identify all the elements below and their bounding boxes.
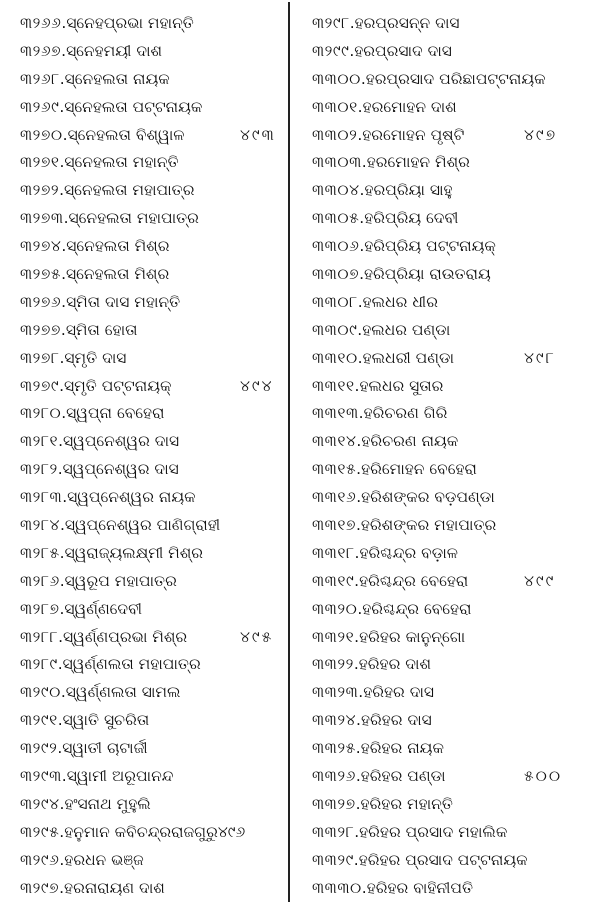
index-entry [0, 38, 290, 66]
entry-number: ୩୨୯୧ [20, 711, 58, 730]
entry-name: ହରପ୍ରସାଦ ପରିଛାପଟ୍ଟନାୟକ [365, 69, 546, 88]
index-entry [0, 819, 290, 847]
entry-separator: . [357, 292, 363, 311]
index-entry [292, 651, 598, 679]
entry-number: ୩୨୯୮ [312, 14, 350, 32]
entry-name: ସ୍ୱାମୀ ଅରୂପାନନ୍ଦ [66, 767, 174, 786]
entry-number: ୩୩୨୪ [312, 711, 357, 730]
entry-number: ୩୩୦୩ [312, 153, 362, 172]
index-entry [292, 261, 598, 289]
entry-separator: . [59, 516, 65, 535]
index-entry [292, 122, 598, 150]
entry-name: ସ୍ୱପ୍ନେଶ୍ୱର ଦାସ [62, 460, 179, 479]
entry-separator: . [61, 41, 67, 60]
entry-separator: . [59, 348, 65, 367]
index-entry [292, 735, 598, 763]
entry-name: ହରମୋହନ ମିଶ୍ର [366, 153, 470, 172]
index-entry [292, 707, 598, 735]
entry-number: ୩୩୨୬ [312, 767, 356, 786]
entry-name: ସ୍ୱପ୍ନେଶ୍ୱର ଦାସ [63, 432, 180, 451]
index-entry [0, 400, 290, 428]
entry-separator: . [356, 460, 362, 479]
entry-separator: . [357, 599, 363, 618]
entry-number: ୩୨୬୬ [20, 14, 62, 32]
index-column-left [0, 10, 290, 903]
index-entry [0, 345, 290, 373]
index-entry [0, 122, 290, 150]
entry-separator: . [61, 237, 67, 256]
entry-name: ସ୍ନେହଲତା ମିଶ୍ର [66, 237, 170, 256]
index-entry [0, 66, 290, 94]
index-entry [292, 38, 598, 66]
entry-number: ୩୨୯୨ [20, 739, 58, 758]
index-entry [292, 763, 598, 791]
entry-name: ହରିଶ୍ଚନ୍ଦ୍ର ବେହେରା [359, 571, 469, 590]
entry-separator: . [59, 850, 65, 869]
entry-number: ୩୨୭୨ [20, 181, 60, 200]
entry-number: ୩୨୮୬ [20, 571, 60, 590]
index-entry [0, 484, 290, 512]
entry-number: ୩୩୦୨ [312, 125, 358, 144]
index-entry [0, 875, 290, 903]
entry-name: ହରିଶଙ୍କର ମହାପାତ୍ର [360, 516, 497, 535]
index-entry [292, 819, 598, 847]
index-entry [0, 261, 290, 289]
entry-name: ହଲଧର ପଣ୍ଡା [362, 320, 451, 339]
index-entry [0, 456, 290, 484]
entry-number: ୩୨୮୯ [20, 655, 58, 674]
entry-number: ୩୨୮୪ [20, 516, 60, 535]
entry-name: ହରିଚରଣ ଗିରି [363, 404, 448, 423]
entry-number: ୩୩୦୮ [312, 292, 358, 311]
index-entry [292, 791, 598, 819]
entry-number: ୩୩୧୦ [312, 348, 358, 367]
entry-name: ହରିପ୍ରିୟା ରାଉତରାୟ [364, 265, 491, 284]
entry-separator: . [59, 69, 65, 88]
index-entry [292, 289, 598, 317]
entry-name: ସ୍ୱାତି ସୁଚରିତା [62, 711, 150, 730]
entry-number: ୩୩୧୬ [312, 488, 357, 507]
index-entry [0, 707, 290, 735]
entry-number: ୩୨୯୭ [20, 878, 60, 897]
entry-name: ସ୍ୱପ୍ନେଶ୍ୱର ନାୟକ [67, 488, 196, 507]
entry-number: ୩୨୭୩ [20, 209, 64, 228]
entry-separator: . [355, 516, 361, 535]
index-entry [292, 66, 598, 94]
entry-separator: . [353, 850, 359, 869]
index-entry [0, 94, 290, 122]
entry-separator: . [361, 878, 367, 897]
entry-number: ୩୨୭୬ [20, 292, 62, 311]
column-divider [288, 2, 290, 902]
index-entry [292, 400, 598, 428]
index-entry [292, 345, 598, 373]
entry-separator: . [62, 488, 68, 507]
entry-name: ହରିଶ୍ଚନ୍ଦ୍ର ବେହେରା [362, 599, 472, 618]
index-entry [292, 679, 598, 707]
entry-number: ୩୨୬୯ [20, 97, 60, 116]
entry-number: ୩୨୭୯ [20, 376, 60, 395]
entry-name: ହଂସନାଥ ମୁହୁଲି [64, 794, 151, 813]
index-entry [292, 875, 598, 903]
entry-number: ୩୩୧୭ [312, 516, 356, 535]
page-number: ୪୯୮ [524, 348, 556, 367]
entry-separator: . [61, 404, 67, 423]
index-entry [292, 94, 598, 122]
entry-number: ୩୩୨୯ [312, 850, 354, 869]
index-entry [292, 317, 598, 345]
entry-name: ସ୍ମିତା ଦାସ ମହାନ୍ତି [66, 292, 181, 311]
entry-number: ୩୨୮୦ [20, 404, 62, 423]
entry-number: ୩୩୦୪ [312, 181, 360, 200]
entry-number: ୩୨୭୫ [20, 265, 62, 284]
index-entry [292, 10, 598, 38]
entry-number: ୩୩୦୯ [312, 320, 358, 339]
index-entry [292, 596, 598, 624]
entry-separator: . [59, 822, 65, 841]
entry-name: ସ୍ନେହଲତା ପଟ୍ଟନାୟକ [64, 97, 203, 116]
index-entry [0, 149, 290, 177]
entry-number: ୩୨୭୮ [20, 348, 60, 367]
index-entry [0, 791, 290, 819]
index-entry [0, 679, 290, 707]
index-entry [0, 651, 290, 679]
entry-separator: . [358, 404, 364, 423]
entry-name: ହରନାରାୟଣ ଦାଶ [64, 878, 165, 897]
entry-separator: . [59, 153, 65, 172]
entry-separator: . [57, 655, 63, 674]
entry-number: ୩୩୦୧ [312, 97, 358, 116]
index-entry [292, 149, 598, 177]
entry-name: ହରିଚରଣ ନାୟକ [361, 432, 459, 451]
entry-separator: . [58, 432, 64, 451]
entry-separator: . [61, 767, 67, 786]
page-number: ୪୯୩ [240, 125, 276, 144]
entry-separator: . [349, 14, 355, 32]
index-entry [292, 847, 598, 875]
index-entry [0, 10, 290, 38]
entry-number: ୩୩୦୭ [312, 265, 360, 284]
index-entry [0, 177, 290, 205]
entry-separator: . [356, 432, 362, 451]
entry-name: ସ୍ୱର୍ଣ୍ଣଲତା ମହାପାତ୍ର [62, 655, 201, 674]
entry-separator: . [361, 153, 367, 172]
entry-name: ହରପ୍ରସାଦ ଦାସ [354, 41, 452, 60]
index-entry [0, 233, 290, 261]
entry-name: ସ୍ନେହଲତା ନାୟକ [64, 69, 170, 88]
entry-separator: . [357, 125, 363, 144]
page-number: ୪୯୯ [524, 571, 556, 590]
index-entry [0, 317, 290, 345]
entry-separator: . [61, 14, 67, 32]
entry-separator: . [62, 125, 68, 144]
index-entry [0, 596, 290, 624]
entry-separator: . [357, 320, 363, 339]
entry-name: ହରିପ୍ରିୟ ଦେବୀ [364, 209, 459, 228]
entry-separator: . [356, 488, 362, 507]
index-entry [0, 373, 290, 401]
entry-separator: . [355, 794, 361, 813]
entry-separator: . [57, 739, 63, 758]
entry-name: ସ୍ୱାତୀ ଚାଟାର୍ଜୀ [62, 739, 148, 758]
entry-separator: . [354, 543, 360, 562]
entry-separator: . [57, 460, 63, 479]
entry-name: ହରପ୍ରିୟା ସାହୁ [364, 181, 453, 200]
entry-name: ସ୍ୱର୍ଣ୍ଣପ୍ରଭା ମିଶ୍ର [63, 627, 188, 646]
entry-number: ୩୨୭୦ [20, 125, 63, 144]
entry-number: ୩୩୦୦ [312, 69, 361, 88]
index-entry [0, 512, 290, 540]
entry-number: ୩୨୮୩ [20, 488, 63, 507]
entry-name: ସ୍ୱପ୍ନେଶ୍ୱର ପାଣିଗ୍ରାହୀ [64, 516, 221, 535]
entry-name: ହଲଧରୀ ପଣ୍ଡା [362, 348, 455, 367]
index-entry [292, 177, 598, 205]
entry-number: ୩୨୯୫ [20, 822, 60, 841]
entry-name: ସ୍ନେହଲତା ମହାନ୍ତି [64, 153, 179, 172]
entry-number: ୩୩୨୧ [312, 627, 355, 646]
entry-separator: . [354, 376, 360, 395]
entry-number: ୩୨୭୪ [20, 237, 62, 256]
entry-name: ସ୍ୱର୍ଣ୍ଣଲତା ସାମଲ [65, 683, 181, 702]
index-entry [0, 540, 290, 568]
entry-separator: . [60, 683, 66, 702]
entry-name: ହରିହର ପ୍ରସାଦ ମହାଲିକ [359, 822, 508, 841]
entry-name: ସ୍ୱର୍ଣ୍ଣଦେବୀ [64, 599, 143, 618]
entry-number: ୩୨୯୯ [312, 41, 350, 60]
page-number: ୪୯୪ [240, 376, 274, 395]
entry-name: ହରିହର ଦାଶ [358, 655, 431, 674]
entry-separator: . [359, 265, 365, 284]
entry-number: ୩୨୮୨ [20, 460, 58, 479]
entry-number: ୩୨୭୭ [20, 320, 61, 339]
entry-name: ହରିହର ଦାସ [363, 683, 435, 702]
entry-separator: . [359, 181, 365, 200]
entry-number: ୩୩୦୬ [312, 237, 360, 256]
entry-name: ହନୁମାନ କବିଚନ୍ଦ୍ରରାଜଗୁରୁ [64, 822, 218, 841]
entry-name: ହରମୋହନ ପୃଷ୍ଟି [362, 125, 465, 144]
entry-name: ହରିହର ଦାସ [360, 711, 432, 730]
entry-name: ହରିହର କାନୁନ୍‌ଗୋ [359, 627, 466, 646]
entry-number: ୩୩୨୫ [312, 739, 356, 758]
entry-number: ୩୩୧୪ [312, 432, 357, 451]
entry-separator: . [354, 822, 360, 841]
entry-separator: . [355, 767, 361, 786]
index-entry [0, 763, 290, 791]
entry-number: ୩୨୮୭ [20, 599, 60, 618]
index-entry [0, 205, 290, 233]
entry-number: ୩୨୯୩ [20, 767, 62, 786]
entry-separator: . [57, 711, 63, 730]
entry-name: ହରିହର ପ୍ରସାଦ ପଟ୍ଟନାୟକ [358, 850, 528, 869]
entry-separator: . [60, 320, 66, 339]
entry-number: ୩୨୮୮ [20, 627, 59, 646]
entry-number: ୩୨୯୦ [20, 683, 61, 702]
entry-separator: . [61, 265, 66, 284]
entry-separator: . [61, 292, 67, 311]
entry-name: ହଲଧର ସୁତାର [359, 376, 444, 395]
index-entry [292, 233, 598, 261]
entry-number: ୩୩୧୫ [312, 460, 357, 479]
entry-separator: . [63, 209, 69, 228]
page-number: ୪୯୬ [217, 822, 246, 841]
entry-name: ସ୍ମିତା ହୋତା [65, 320, 138, 339]
entry-separator: . [59, 97, 65, 116]
entry-name: ସ୍ନେହପ୍ରଭା ମହାନ୍ତି [66, 14, 194, 32]
entry-number: ୩୩୨୦ [312, 599, 358, 618]
entry-name: ହରିହର ବାହିନୀପତି [366, 878, 474, 897]
entry-number: ୩୩୨୮ [312, 822, 355, 841]
entry-name: ସ୍ନେହଲତା ମିଶ୍ର [66, 265, 170, 284]
index-entry [292, 373, 598, 401]
entry-name: ହଲଧର ଧୀର [362, 292, 438, 311]
entry-separator: . [359, 237, 365, 256]
entry-separator: . [59, 878, 65, 897]
index-entry [0, 289, 290, 317]
page-number: ୫୦୦ [524, 767, 563, 786]
entry-number: ୩୨୭୧ [20, 153, 60, 172]
entry-number: ୩୩୩୦ [312, 878, 362, 897]
entry-separator: . [58, 627, 64, 646]
entry-name: ସ୍ୱରୂପ ମହାପାତ୍ର [64, 571, 177, 590]
page-number: ୪୯୭ [524, 125, 558, 144]
index-entry [0, 847, 290, 875]
entry-name: ହରିମୋହନ ବେହେରା [361, 460, 477, 479]
entry-separator: . [59, 376, 65, 395]
entry-separator: . [354, 571, 360, 590]
entry-name: ହରପ୍ରସନ୍ନ ଦାସ [354, 14, 460, 32]
page-number: ୪୯୫ [240, 627, 274, 646]
entry-name: ସ୍ନେହଲତା ମହାପାତ୍ର [64, 181, 195, 200]
entry-name: ହରିଶଙ୍କର ବଡ଼ପଣ୍ଡା [361, 488, 495, 507]
entry-name: ସ୍ୱପ୍ନା ବେହେରା [66, 404, 165, 423]
index-entry [292, 428, 598, 456]
index-entry [292, 568, 598, 596]
entry-separator: . [59, 599, 65, 618]
index-entry [292, 456, 598, 484]
entry-name: ହରିହର ପଣ୍ଡା [360, 767, 446, 786]
entry-separator: . [59, 181, 65, 200]
entry-separator: . [357, 348, 363, 367]
entry-number: ୩୨୬୮ [20, 69, 60, 88]
index-entry [292, 512, 598, 540]
entry-number: ୩୩୧୧ [312, 376, 355, 395]
entry-separator: . [356, 711, 361, 730]
index-entry [292, 205, 598, 233]
index-entry [292, 624, 598, 652]
entry-name: ସ୍ୱରାଜ୍ୟଲକ୍ଷ୍ମୀ ମିଶ୍ର [64, 543, 204, 562]
entry-separator: . [59, 543, 65, 562]
entry-number: ୩୩୨୭ [312, 794, 356, 813]
entry-number: ୩୩୦୫ [312, 209, 360, 228]
entry-separator: . [355, 739, 361, 758]
entry-separator: . [359, 209, 365, 228]
index-column-right [292, 10, 598, 903]
entry-number: ୩୨୮୧ [20, 432, 59, 451]
entry-number: ୩୨୮୫ [20, 543, 60, 562]
entry-separator: . [360, 69, 366, 88]
entry-number: ୩୩୧୩ [312, 404, 359, 423]
entry-name: ସ୍ନେହଲତା ବିଶ୍ୱାଳ [67, 125, 185, 144]
entry-separator: . [354, 627, 360, 646]
entry-name: ସ୍ନେହଲତା ମହାପାତ୍ର [68, 209, 199, 228]
entry-name: ସ୍ନେହମୟୀ ଦାଶ [66, 41, 163, 60]
entry-separator: . [349, 41, 355, 60]
entry-name: ସ୍ମୃତି ଦାସ [64, 348, 127, 367]
entry-separator: . [353, 655, 359, 674]
entry-name: ହରମୋହନ ଦାଶ [362, 97, 457, 116]
entry-number: ୩୩୧୯ [312, 571, 355, 590]
index-entry [0, 624, 290, 652]
entry-separator: . [357, 97, 363, 116]
entry-number: ୩୨୯୪ [20, 794, 60, 813]
entry-name: ହରଧନ ଭଞ୍ଜ [64, 850, 144, 869]
index-entry [0, 568, 290, 596]
entry-name: ହରିହର ନାୟକ [360, 739, 444, 758]
entry-separator: . [59, 571, 65, 590]
entry-number: ୩୨୯୬ [20, 850, 60, 869]
index-entry [0, 428, 290, 456]
entry-number: ୩୨୬୭ [20, 41, 62, 60]
entry-name: ହରିପ୍ରିୟ ପଟ୍ଟନାୟକ୍ [364, 237, 496, 256]
entry-number: ୩୩୧୮ [312, 543, 355, 562]
entry-separator: . [59, 794, 65, 813]
index-entry [292, 484, 598, 512]
entry-number: ୩୩୨୩ [312, 683, 359, 702]
entry-name: ହରିଶ୍ଚନ୍ଦ୍ର ବଡ଼ାଳ [359, 543, 458, 562]
index-entry [292, 540, 598, 568]
index-entry [0, 735, 290, 763]
entry-separator: . [358, 683, 364, 702]
entry-name: ସ୍ମୃତି ପଟ୍ଟନାୟକ୍ [64, 376, 172, 395]
entry-name: ହରିହର ମହାନ୍ତି [360, 794, 453, 813]
entry-number: ୩୩୨୨ [312, 655, 354, 674]
